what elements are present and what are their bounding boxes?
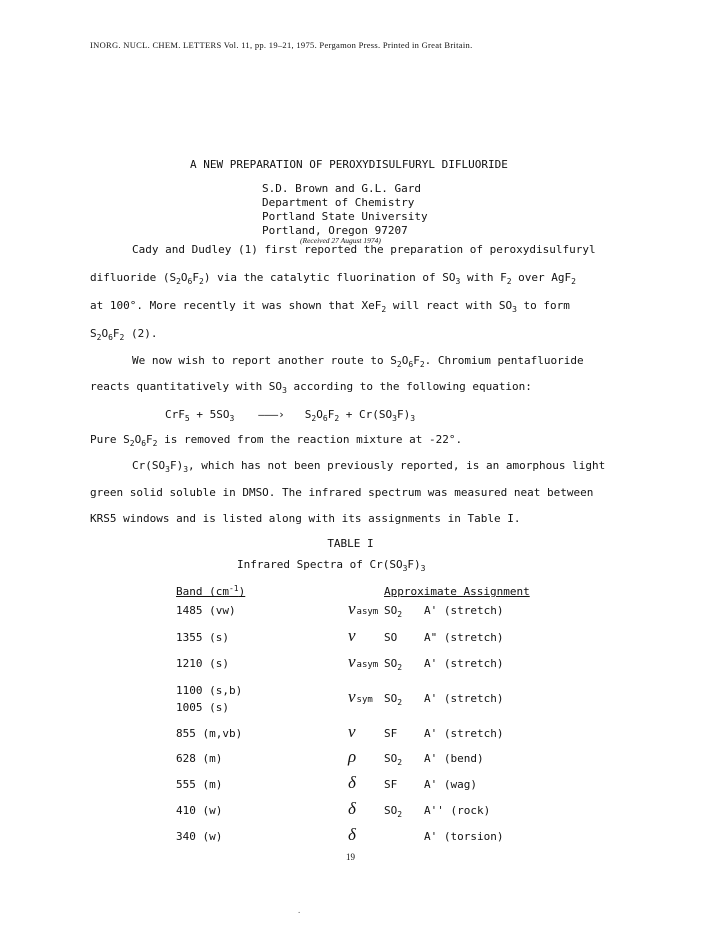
band-value: 555 (m): [176, 778, 223, 791]
assignment-value: A' (bend): [424, 752, 484, 765]
page-number: 19: [346, 852, 355, 862]
assignment-value: A' (stretch): [424, 692, 504, 705]
author-city: Portland, Oregon 97207: [262, 224, 408, 237]
table-label: TABLE I: [327, 537, 374, 550]
mode-symbol: νasym: [348, 599, 379, 618]
group-label: SO: [384, 631, 398, 644]
assignment-value: A" (stretch): [424, 631, 504, 644]
mode-symbol: δ: [348, 825, 356, 844]
mode-symbol: νsym: [348, 687, 373, 706]
band-value: 1005 (s): [176, 701, 229, 714]
body-line: Pure $S_2O_6F_2$ is removed from the reaction mixture at -22°.: [90, 433, 463, 448]
body-line: KRS5 windows and is listed along with its assignments in Table I.: [90, 512, 521, 525]
paper-title: A NEW PREPARATION OF PEROXYDISULFURYL DIFLUORIDE: [190, 158, 508, 171]
group-label: $SO_2$: [384, 604, 403, 619]
body-line: Cady and Dudley (1) first reported the preparation of peroxydisulfuryl: [132, 243, 596, 256]
mode-symbol: ρ: [348, 747, 357, 766]
author-names: S.D. Brown and G.L. Gard: [262, 182, 421, 195]
band-value: 628 (m): [176, 752, 223, 765]
author-department: Department of Chemistry: [262, 196, 415, 209]
group-label: $SO_2$: [384, 804, 403, 819]
assignment-value: A' (stretch): [424, 604, 504, 617]
reaction-equation: $CrF_5 + 5SO_3$ ———› $S_2O_6F_2 + Cr(SO_3F)_3$: [165, 408, 416, 423]
body-line: We now wish to report another route to $S_2O_6F_2$. Chromium pentafluoride: [132, 354, 584, 369]
table-caption: Infrared Spectra of $Cr(SO_3F)_3$: [237, 558, 426, 573]
body-line: difluoride $(S_2O_6F_2)$ via the catalytic fluorination of $SO_3$ with $F_2$ over AgF$_2$: [90, 271, 576, 286]
assignment-value: A' (wag): [424, 778, 477, 791]
body-line: reacts quantitatively with $SO_3$ according to the following equation:: [90, 380, 532, 395]
reaction-arrow: ———›: [258, 408, 285, 421]
group-label: $SO_2$: [384, 692, 403, 707]
group-label: SF: [384, 778, 398, 791]
band-value: 855 (m,vb): [176, 727, 243, 740]
footer-mark: .: [298, 905, 301, 915]
column-header-assignment: Approximate Assignment: [384, 585, 530, 598]
assignment-value: A'' (rock): [424, 804, 491, 817]
mode-symbol: ν: [348, 722, 356, 741]
column-header-band: Band $(cm^{-1})$: [176, 584, 246, 598]
assignment-value: A' (stretch): [424, 657, 504, 670]
body-line: green solid soluble in DMSO. The infrared spectrum was measured neat between: [90, 486, 594, 499]
group-label: $SO_2$: [384, 752, 403, 767]
band-value: 410 (w): [176, 804, 223, 817]
band-value: 1210 (s): [176, 657, 229, 670]
body-line: $S_2O_6F_2$ (2).: [90, 327, 158, 342]
band-value: 1100 (s,b): [176, 684, 243, 697]
journal-header: INORG. NUCL. CHEM. LETTERS Vol. 11, pp. 19–21, 1975. Pergamon Press. Printed in Great Britain.: [90, 40, 473, 50]
mode-symbol: ν: [348, 626, 356, 645]
group-label: SF: [384, 727, 398, 740]
group-label: $SO_2$: [384, 657, 403, 672]
assignment-value: A' (stretch): [424, 727, 504, 740]
band-value: 1485 (vw): [176, 604, 236, 617]
body-line: $Cr(SO_3F)_3$, which has not been previously reported, is an amorphous light: [132, 459, 606, 474]
band-value: 1355 (s): [176, 631, 229, 644]
mode-symbol: νasym: [348, 652, 379, 671]
body-line: at 100°. More recently it was shown that XeF$_2$ will react with $SO_3$ to form: [90, 299, 570, 314]
mode-symbol: δ: [348, 799, 356, 818]
author-university: Portland State University: [262, 210, 428, 223]
assignment-value: A' (torsion): [424, 830, 504, 843]
mode-symbol: δ: [348, 773, 356, 792]
received-date: (Received 27 August 1974): [300, 236, 381, 245]
band-value: 340 (w): [176, 830, 223, 843]
